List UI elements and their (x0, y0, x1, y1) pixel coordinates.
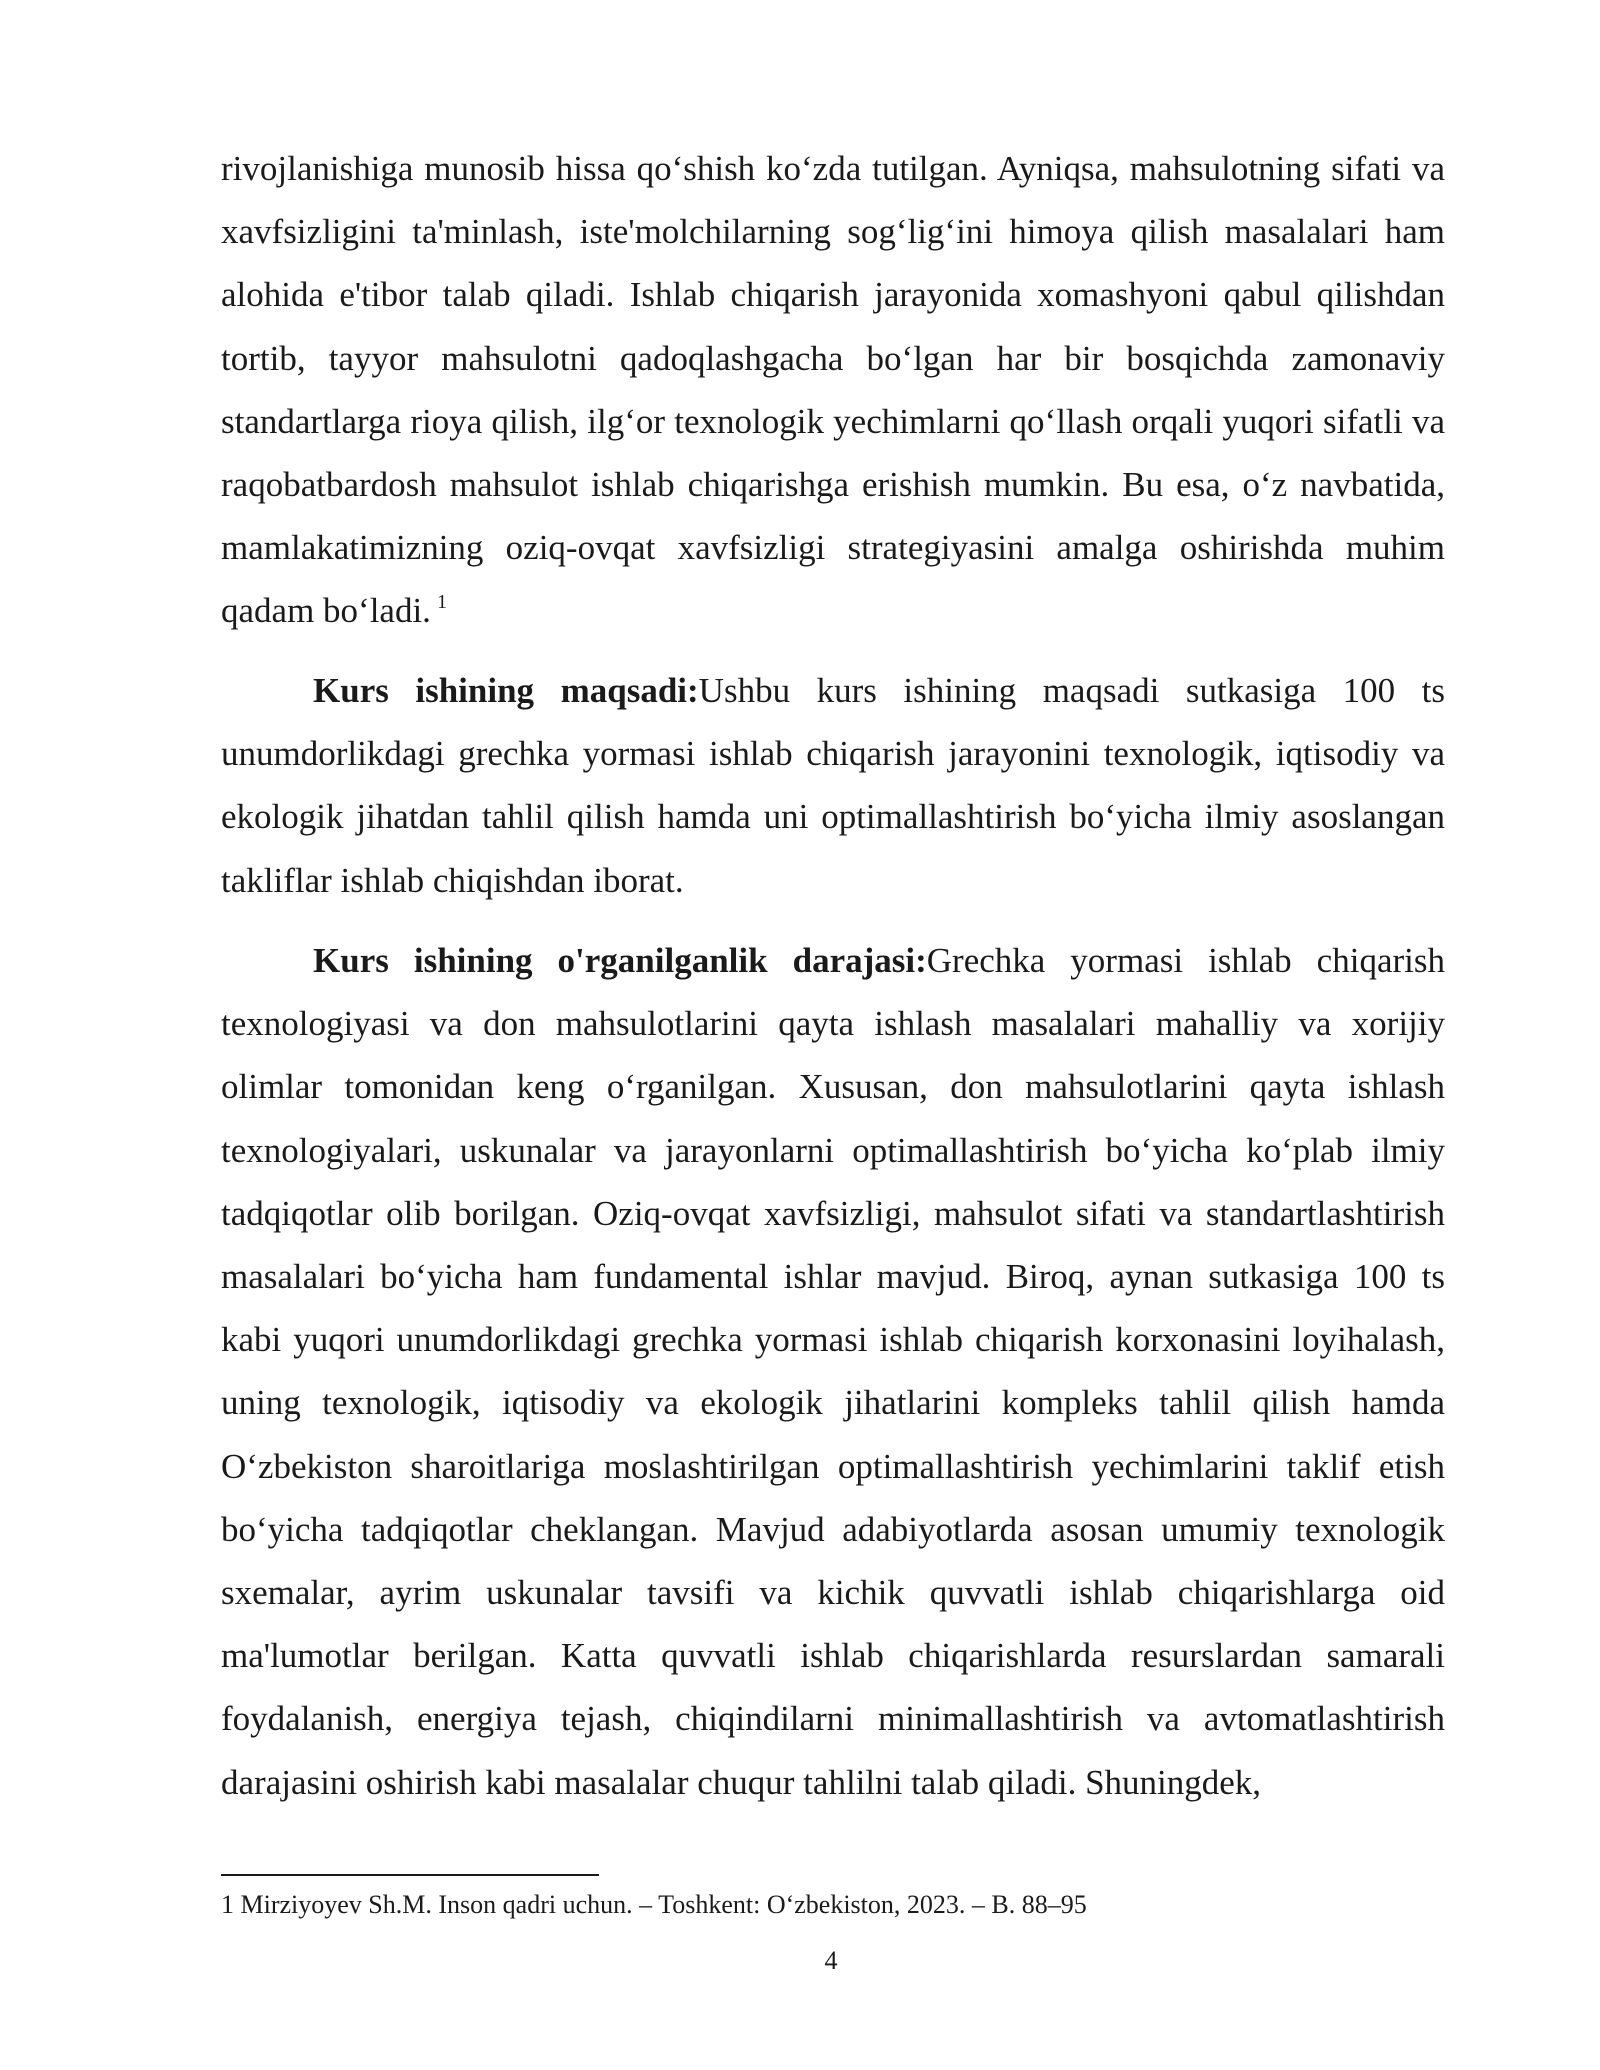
study-level-heading: Kurs ishining o'rganilganlik darajasi: (313, 941, 927, 980)
study-level-paragraph (221, 929, 1445, 1814)
course-goal-paragraph (221, 659, 1445, 912)
footnote: 1 Mirziyoyev Sh.M. Inson qadri uchun. – Toshkent: O‘zbekiston, 2023. – B. 88–95 (221, 1890, 1087, 1919)
page-number: 4 (824, 1946, 838, 1975)
body-paragraph-continuation (221, 137, 1445, 643)
course-goal-heading: Kurs ishining maqsadi: (313, 671, 699, 710)
course-goal-text: Ushbu kurs ishining maqsadi sutkasiga 100 ts unumdorlikdagi grechka yormasi ishlab chiqarish jarayonini texnologik, iqtisodiy va ekologik jihatdan tahlil qilish hamda uni optimallashtirish bo‘yicha ilmiy asoslangan takliflar ishlab chiqishdan iborat. (221, 671, 1445, 900)
paragraph-text: rivojlanishiga munosib hissa qo‘shish ko‘zda tutilgan. Ayniqsa, mahsulotning sifati va xavfsizligini ta'minlash, iste'molchilarning sog‘lig‘ini himoya qilish masalalari ham alohida e'tibor talab qiladi. Ishlab chiqarish jarayonida xomashyoni qabul qilishdan tortib, tayyor mahsulotni qadoqlashgacha bo‘lgan har bir bosqichda zamonaviy standartlarga rioya qilish, ilg‘or texnologik yechimlarni qo‘llash orqali yuqori sifatli va raqobatbardosh mahsulot ishlab chiqarishga erishish mumkin. Bu esa, o‘z navbatida, mamlakatimizning oziq-ovqat xavfsizligi strategiyasini amalga oshirishda muhim qadam bo‘ladi. (221, 149, 1445, 631)
study-level-text: Grechka yormasi ishlab chiqarish texnologiyasi va don mahsulotlarini qayta ishlash masalalari mahalliy va xorijiy olimlar tomonidan keng o‘rganilgan. Xususan, don mahsulotlarini qayta ishlash texnologiyalari, uskunalar va jarayonlarni optimallashtirish bo‘yicha ko‘plab ilmiy tadqiqotlar olib borilgan. Oziq-ovqat xavfsizligi, mahsulot sifati va standartlashtirish masalalari bo‘yicha ham fundamental ishlar mavjud. Biroq, aynan sutkasiga 100 ts kabi yuqori unumdorlikdagi grechka yormasi ishlab chiqarish korxonasini loyihalash, uning texnologik, iqtisodiy va ekologik jihatlarini kompleks tahlil qilish hamda O‘zbekiston sharoitlariga moslashtirilgan optimallashtirish yechimlarini taklif etish bo‘yicha tadqiqotlar cheklangan. Mavjud adabiyotlarda asosan umumiy texnologik sxemalar, ayrim uskunalar tavsifi va kichik quvvatli ishlab chiqarishlarga oid ma'lumotlar berilgan. Katta quvvatli ishlab chiqarishlarda resurslardan samarali foydalanish, energiya tejash, chiqindilarni minimallashtirish va avtomatlashtirish darajasini oshirish kabi masalalar chuqur tahlilni talab qiladi. Shuningdek, (221, 941, 1445, 1802)
footnote-reference: 1 (436, 591, 447, 614)
footnote-divider (221, 1874, 599, 1876)
